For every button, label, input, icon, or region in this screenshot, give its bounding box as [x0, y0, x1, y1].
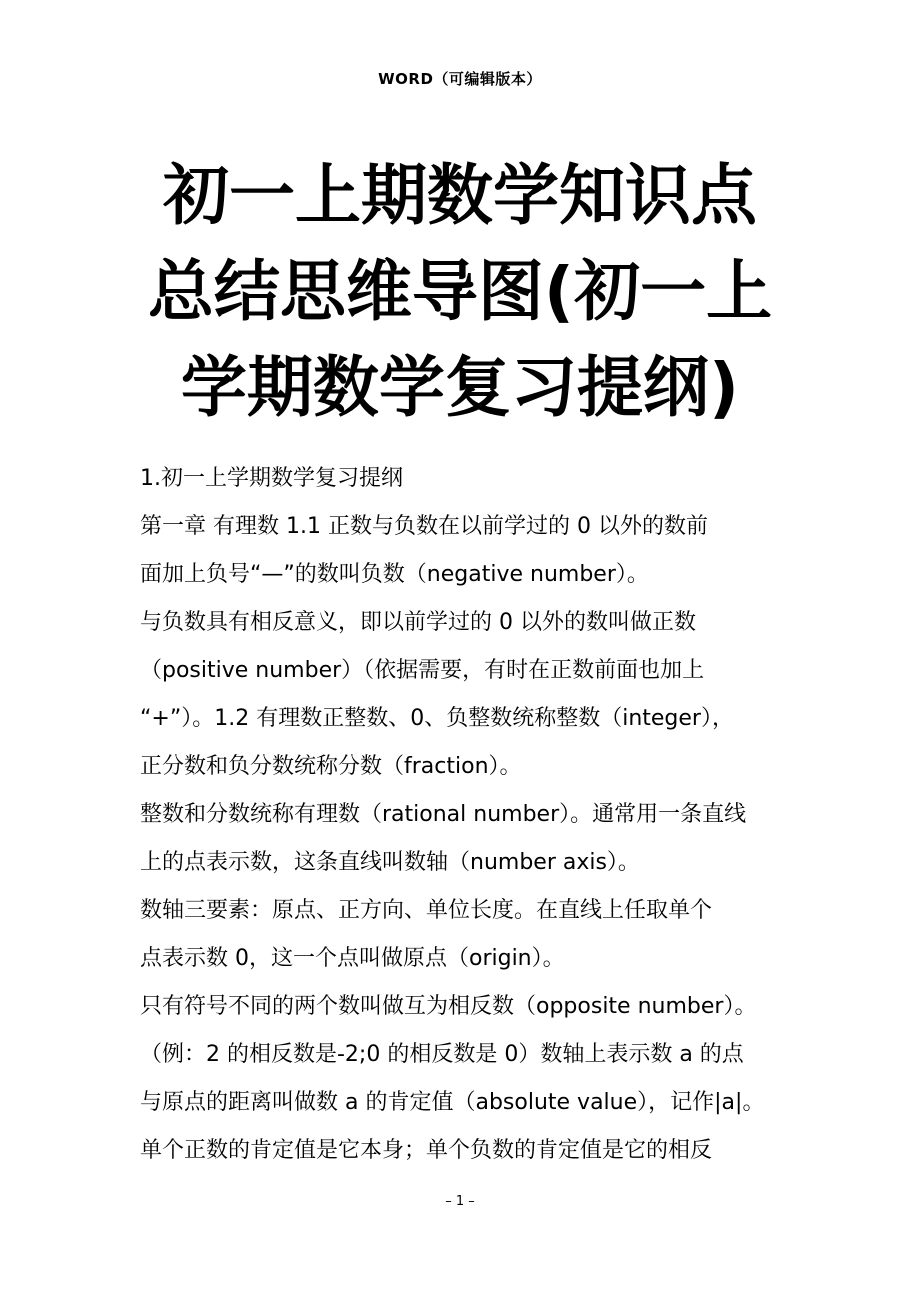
page-number: – 1 –: [445, 1194, 475, 1209]
body-line: 单个正数的肯定值是它本身；单个负数的肯定值是它的相反: [140, 1138, 713, 1163]
body-line: 与负数具有相反意义，即以前学过的 0 以外的数叫做正数: [140, 610, 696, 635]
body-line: 只有符号不同的两个数叫做互为相反数（opposite number）。: [140, 994, 757, 1019]
body-line: 上的点表示数，这条直线叫数轴（number axis）。: [140, 850, 640, 875]
body-line: 数轴三要素：原点、正方向、单位长度。在直线上任取单个: [140, 898, 713, 923]
body-line: 正分数和负分数统称分数（fraction）。: [140, 754, 522, 779]
body-line: 与原点的距离叫做数 a 的肯定值（absolute value），记作|a|。: [140, 1090, 765, 1115]
body-line: 整数和分数统称有理数（rational number）。通常用一条直线: [140, 802, 747, 827]
body-line: 1.初一上学期数学复习提纲: [140, 466, 403, 491]
document-body: [140, 455, 820, 1175]
body-line: 点表示数 0，这一个点叫做原点（origin）。: [140, 946, 565, 971]
title-line: 总结思维导图(初一上: [147, 253, 773, 330]
body-line: 面加上负号“—”的数叫负数（negative number）。: [140, 562, 649, 587]
body-line: （例：2 的相反数是-2;0 的相反数是 0）数轴上表示数 a 的点: [140, 1042, 744, 1067]
title-line: 初一上期数学知识点: [163, 157, 757, 234]
title-line: 学期数学复习提纲): [180, 349, 740, 426]
page-header: WORD（可编辑版本）: [378, 70, 542, 88]
body-line: “+”）。1.2 有理数正整数、0、负整数统称整数（integer），: [140, 706, 734, 731]
body-line: 第一章 有理数 1.1 正数与负数在以前学过的 0 以外的数前: [140, 514, 708, 539]
body-line: （positive number）（依据需要，有时在正数前面也加上: [140, 658, 705, 683]
document-title: [0, 148, 920, 436]
